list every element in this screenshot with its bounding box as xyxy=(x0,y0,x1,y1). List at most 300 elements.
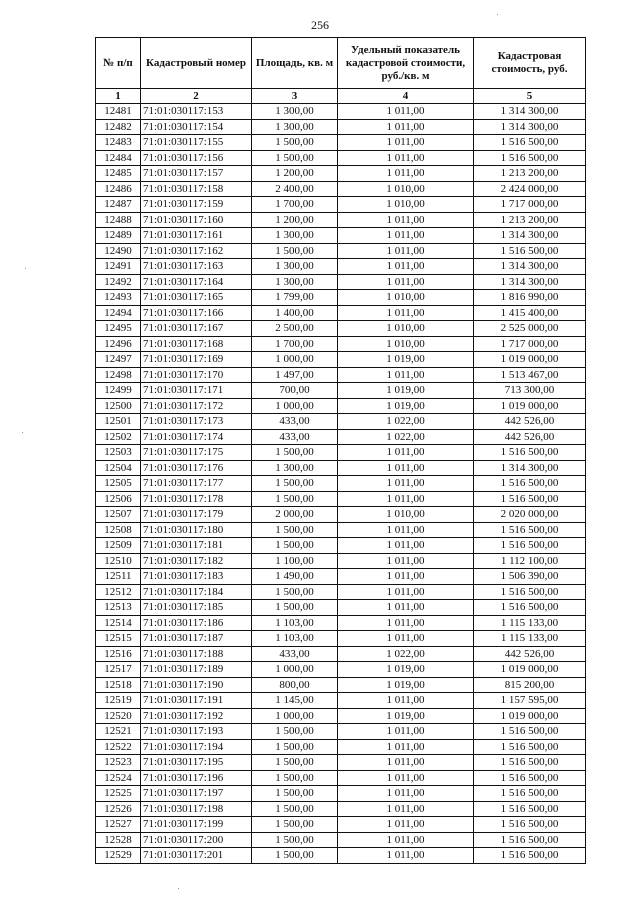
cell-unit-rate: 1 011,00 xyxy=(338,491,474,507)
cell-area: 1 700,00 xyxy=(252,336,338,352)
cell-cadastral-value: 1 513 467,00 xyxy=(474,367,586,383)
table-row xyxy=(96,166,586,182)
scan-speck xyxy=(497,14,498,15)
cell-row-number: 12513 xyxy=(96,600,141,616)
cell-area: 1 100,00 xyxy=(252,553,338,569)
cell-row-number: 12521 xyxy=(96,724,141,740)
table-row xyxy=(96,491,586,507)
cell-cadastral-number: 71:01:030117:172 xyxy=(141,398,252,414)
cell-cadastral-value: 1 019 000,00 xyxy=(474,662,586,678)
cell-area: 1 300,00 xyxy=(252,104,338,120)
table-row xyxy=(96,631,586,647)
cell-cadastral-value: 1 516 500,00 xyxy=(474,739,586,755)
table-row xyxy=(96,817,586,833)
cell-cadastral-number: 71:01:030117:162 xyxy=(141,243,252,259)
cell-area: 1 300,00 xyxy=(252,259,338,275)
cell-area: 1 500,00 xyxy=(252,770,338,786)
table-row xyxy=(96,197,586,213)
scan-speck xyxy=(178,888,179,889)
cell-area: 433,00 xyxy=(252,414,338,430)
cell-unit-rate: 1 011,00 xyxy=(338,770,474,786)
cell-cadastral-number: 71:01:030117:187 xyxy=(141,631,252,647)
table-row xyxy=(96,119,586,135)
cell-cadastral-value: 1 314 300,00 xyxy=(474,104,586,120)
cell-cadastral-number: 71:01:030117:163 xyxy=(141,259,252,275)
cell-row-number: 12520 xyxy=(96,708,141,724)
cell-area: 1 300,00 xyxy=(252,460,338,476)
column-number: 2 xyxy=(141,89,252,104)
cell-area: 1 000,00 xyxy=(252,398,338,414)
cell-row-number: 12487 xyxy=(96,197,141,213)
cell-row-number: 12517 xyxy=(96,662,141,678)
cell-unit-rate: 1 011,00 xyxy=(338,460,474,476)
cell-row-number: 12486 xyxy=(96,181,141,197)
cell-cadastral-number: 71:01:030117:181 xyxy=(141,538,252,554)
cell-cadastral-number: 71:01:030117:164 xyxy=(141,274,252,290)
cell-row-number: 12502 xyxy=(96,429,141,445)
cell-area: 1 300,00 xyxy=(252,274,338,290)
cell-unit-rate: 1 011,00 xyxy=(338,848,474,864)
cell-row-number: 12509 xyxy=(96,538,141,554)
cell-unit-rate: 1 011,00 xyxy=(338,553,474,569)
cell-cadastral-value: 2 424 000,00 xyxy=(474,181,586,197)
cell-area: 1 500,00 xyxy=(252,832,338,848)
cell-cadastral-number: 71:01:030117:184 xyxy=(141,584,252,600)
table-row xyxy=(96,569,586,585)
cell-cadastral-value: 1 516 500,00 xyxy=(474,445,586,461)
table-row xyxy=(96,398,586,414)
table-row xyxy=(96,290,586,306)
cell-area: 1 500,00 xyxy=(252,491,338,507)
cell-area: 1 500,00 xyxy=(252,584,338,600)
cell-unit-rate: 1 010,00 xyxy=(338,197,474,213)
cell-cadastral-value: 1 516 500,00 xyxy=(474,491,586,507)
cell-row-number: 12510 xyxy=(96,553,141,569)
cell-unit-rate: 1 019,00 xyxy=(338,677,474,693)
cell-cadastral-value: 1 115 133,00 xyxy=(474,615,586,631)
cell-row-number: 12525 xyxy=(96,786,141,802)
cell-unit-rate: 1 011,00 xyxy=(338,212,474,228)
page-number: 256 xyxy=(311,18,329,32)
cell-area: 1 103,00 xyxy=(252,631,338,647)
cell-unit-rate: 1 011,00 xyxy=(338,755,474,771)
cell-cadastral-value: 1 516 500,00 xyxy=(474,832,586,848)
cell-cadastral-value: 713 300,00 xyxy=(474,383,586,399)
cell-row-number: 12500 xyxy=(96,398,141,414)
cell-cadastral-value: 1 213 200,00 xyxy=(474,212,586,228)
cell-unit-rate: 1 011,00 xyxy=(338,305,474,321)
table-row xyxy=(96,693,586,709)
table-row xyxy=(96,584,586,600)
cell-area: 1 500,00 xyxy=(252,445,338,461)
cell-area: 1 700,00 xyxy=(252,197,338,213)
cell-unit-rate: 1 011,00 xyxy=(338,166,474,182)
column-number: 1 xyxy=(96,89,141,104)
cell-cadastral-number: 71:01:030117:196 xyxy=(141,770,252,786)
cell-cadastral-value: 1 516 500,00 xyxy=(474,848,586,864)
cell-cadastral-value: 1 717 000,00 xyxy=(474,336,586,352)
cell-row-number: 12526 xyxy=(96,801,141,817)
table-row xyxy=(96,646,586,662)
cell-unit-rate: 1 011,00 xyxy=(338,569,474,585)
cell-cadastral-number: 71:01:030117:165 xyxy=(141,290,252,306)
header-area: Площадь, кв. м xyxy=(252,38,338,89)
cell-cadastral-value: 1 115 133,00 xyxy=(474,631,586,647)
cell-unit-rate: 1 011,00 xyxy=(338,367,474,383)
cell-unit-rate: 1 011,00 xyxy=(338,228,474,244)
table-row xyxy=(96,615,586,631)
cell-area: 433,00 xyxy=(252,646,338,662)
table-row xyxy=(96,336,586,352)
cell-unit-rate: 1 011,00 xyxy=(338,600,474,616)
cell-unit-rate: 1 011,00 xyxy=(338,135,474,151)
cell-row-number: 12484 xyxy=(96,150,141,166)
cell-cadastral-value: 1 314 300,00 xyxy=(474,259,586,275)
cell-area: 1 400,00 xyxy=(252,305,338,321)
cell-unit-rate: 1 011,00 xyxy=(338,259,474,275)
header-unit-rate: Удельный показатель кадастровой стоимости, руб./кв. м xyxy=(338,38,474,89)
cell-cadastral-value: 1 112 100,00 xyxy=(474,553,586,569)
table-row xyxy=(96,755,586,771)
cell-cadastral-value: 442 526,00 xyxy=(474,646,586,662)
cell-area: 1 500,00 xyxy=(252,817,338,833)
table-row xyxy=(96,848,586,864)
cell-row-number: 12483 xyxy=(96,135,141,151)
cell-unit-rate: 1 011,00 xyxy=(338,522,474,538)
table-row xyxy=(96,708,586,724)
cell-unit-rate: 1 011,00 xyxy=(338,104,474,120)
cell-row-number: 12497 xyxy=(96,352,141,368)
cell-unit-rate: 1 019,00 xyxy=(338,398,474,414)
table-row xyxy=(96,786,586,802)
cell-cadastral-number: 71:01:030117:157 xyxy=(141,166,252,182)
cell-cadastral-value: 1 019 000,00 xyxy=(474,352,586,368)
cell-cadastral-value: 1 314 300,00 xyxy=(474,119,586,135)
table-row xyxy=(96,274,586,290)
cell-unit-rate: 1 011,00 xyxy=(338,445,474,461)
table-row xyxy=(96,553,586,569)
cell-cadastral-value: 1 415 400,00 xyxy=(474,305,586,321)
cell-row-number: 12514 xyxy=(96,615,141,631)
cell-cadastral-number: 71:01:030117:160 xyxy=(141,212,252,228)
cell-unit-rate: 1 011,00 xyxy=(338,615,474,631)
table-row xyxy=(96,677,586,693)
cell-area: 1 500,00 xyxy=(252,739,338,755)
cell-row-number: 12482 xyxy=(96,119,141,135)
header-cadastral-value: Кадастровая стоимость, руб. xyxy=(474,38,586,89)
header-cadastral-number: Кадастровый номер xyxy=(141,38,252,89)
cell-row-number: 12507 xyxy=(96,507,141,523)
cell-area: 1 799,00 xyxy=(252,290,338,306)
cell-cadastral-number: 71:01:030117:155 xyxy=(141,135,252,151)
cell-area: 1 500,00 xyxy=(252,538,338,554)
table-row xyxy=(96,507,586,523)
cell-cadastral-number: 71:01:030117:186 xyxy=(141,615,252,631)
scan-speck xyxy=(25,268,26,269)
cell-area: 1 000,00 xyxy=(252,662,338,678)
cell-row-number: 12524 xyxy=(96,770,141,786)
cell-cadastral-number: 71:01:030117:176 xyxy=(141,460,252,476)
cell-unit-rate: 1 011,00 xyxy=(338,274,474,290)
cell-row-number: 12481 xyxy=(96,104,141,120)
cell-unit-rate: 1 019,00 xyxy=(338,352,474,368)
cell-row-number: 12490 xyxy=(96,243,141,259)
table-row xyxy=(96,662,586,678)
cell-area: 2 400,00 xyxy=(252,181,338,197)
cell-cadastral-value: 442 526,00 xyxy=(474,414,586,430)
cell-cadastral-number: 71:01:030117:154 xyxy=(141,119,252,135)
table-row xyxy=(96,414,586,430)
cell-unit-rate: 1 019,00 xyxy=(338,708,474,724)
cell-cadastral-value: 1 314 300,00 xyxy=(474,228,586,244)
cell-cadastral-value: 1 717 000,00 xyxy=(474,197,586,213)
cell-row-number: 12515 xyxy=(96,631,141,647)
cell-cadastral-number: 71:01:030117:178 xyxy=(141,491,252,507)
cell-cadastral-number: 71:01:030117:183 xyxy=(141,569,252,585)
cell-unit-rate: 1 010,00 xyxy=(338,336,474,352)
cell-cadastral-value: 1 516 500,00 xyxy=(474,538,586,554)
cell-cadastral-value: 815 200,00 xyxy=(474,677,586,693)
cell-cadastral-number: 71:01:030117:191 xyxy=(141,693,252,709)
cell-unit-rate: 1 022,00 xyxy=(338,646,474,662)
cell-unit-rate: 1 019,00 xyxy=(338,662,474,678)
column-number: 5 xyxy=(474,89,586,104)
cell-area: 1 500,00 xyxy=(252,135,338,151)
cell-unit-rate: 1 011,00 xyxy=(338,801,474,817)
cell-unit-rate: 1 011,00 xyxy=(338,476,474,492)
cell-area: 700,00 xyxy=(252,383,338,399)
cell-area: 1 200,00 xyxy=(252,212,338,228)
cell-area: 1 103,00 xyxy=(252,615,338,631)
cell-area: 1 500,00 xyxy=(252,755,338,771)
cell-area: 1 500,00 xyxy=(252,150,338,166)
cell-cadastral-number: 71:01:030117:161 xyxy=(141,228,252,244)
cell-cadastral-number: 71:01:030117:201 xyxy=(141,848,252,864)
cell-cadastral-value: 1 516 500,00 xyxy=(474,801,586,817)
cell-unit-rate: 1 019,00 xyxy=(338,383,474,399)
cell-cadastral-value: 1 506 390,00 xyxy=(474,569,586,585)
table-row xyxy=(96,445,586,461)
table-row xyxy=(96,259,586,275)
cell-cadastral-number: 71:01:030117:189 xyxy=(141,662,252,678)
cell-cadastral-number: 71:01:030117:174 xyxy=(141,429,252,445)
cell-area: 1 500,00 xyxy=(252,786,338,802)
cell-row-number: 12518 xyxy=(96,677,141,693)
cell-unit-rate: 1 011,00 xyxy=(338,538,474,554)
table-row xyxy=(96,321,586,337)
table-row xyxy=(96,305,586,321)
cell-area: 800,00 xyxy=(252,677,338,693)
cell-unit-rate: 1 010,00 xyxy=(338,321,474,337)
cell-cadastral-number: 71:01:030117:177 xyxy=(141,476,252,492)
table-row xyxy=(96,181,586,197)
cell-unit-rate: 1 011,00 xyxy=(338,739,474,755)
table-row xyxy=(96,212,586,228)
cell-row-number: 12511 xyxy=(96,569,141,585)
cell-area: 433,00 xyxy=(252,429,338,445)
cell-unit-rate: 1 011,00 xyxy=(338,150,474,166)
cell-row-number: 12495 xyxy=(96,321,141,337)
cell-cadastral-number: 71:01:030117:192 xyxy=(141,708,252,724)
cell-row-number: 12516 xyxy=(96,646,141,662)
cell-cadastral-number: 71:01:030117:180 xyxy=(141,522,252,538)
column-number: 3 xyxy=(252,89,338,104)
cell-cadastral-number: 71:01:030117:168 xyxy=(141,336,252,352)
table-row xyxy=(96,460,586,476)
table-row xyxy=(96,352,586,368)
cell-row-number: 12498 xyxy=(96,367,141,383)
cell-cadastral-value: 1 516 500,00 xyxy=(474,522,586,538)
cell-cadastral-number: 71:01:030117:159 xyxy=(141,197,252,213)
table-row xyxy=(96,104,586,120)
table-row xyxy=(96,476,586,492)
cell-unit-rate: 1 010,00 xyxy=(338,507,474,523)
cell-area: 1 500,00 xyxy=(252,848,338,864)
cell-cadastral-number: 71:01:030117:185 xyxy=(141,600,252,616)
cell-cadastral-number: 71:01:030117:182 xyxy=(141,553,252,569)
cell-area: 2 500,00 xyxy=(252,321,338,337)
cell-unit-rate: 1 011,00 xyxy=(338,243,474,259)
cell-cadastral-number: 71:01:030117:199 xyxy=(141,817,252,833)
cell-area: 1 200,00 xyxy=(252,166,338,182)
cell-area: 1 500,00 xyxy=(252,522,338,538)
table-row xyxy=(96,522,586,538)
cell-cadastral-value: 2 525 000,00 xyxy=(474,321,586,337)
cell-row-number: 12529 xyxy=(96,848,141,864)
table-row xyxy=(96,228,586,244)
cell-cadastral-value: 1 516 500,00 xyxy=(474,476,586,492)
cell-cadastral-number: 71:01:030117:169 xyxy=(141,352,252,368)
cell-unit-rate: 1 011,00 xyxy=(338,631,474,647)
table-body xyxy=(96,104,586,864)
table-header-row xyxy=(96,38,586,89)
table-row xyxy=(96,801,586,817)
cell-cadastral-number: 71:01:030117:171 xyxy=(141,383,252,399)
cell-area: 1 145,00 xyxy=(252,693,338,709)
cell-unit-rate: 1 010,00 xyxy=(338,181,474,197)
column-number-row xyxy=(96,89,586,104)
cell-row-number: 12522 xyxy=(96,739,141,755)
cell-row-number: 12485 xyxy=(96,166,141,182)
cell-row-number: 12491 xyxy=(96,259,141,275)
cell-row-number: 12512 xyxy=(96,584,141,600)
cell-cadastral-value: 1 157 595,00 xyxy=(474,693,586,709)
cell-cadastral-number: 71:01:030117:175 xyxy=(141,445,252,461)
cell-unit-rate: 1 011,00 xyxy=(338,724,474,740)
cell-area: 1 490,00 xyxy=(252,569,338,585)
cell-row-number: 12527 xyxy=(96,817,141,833)
cell-row-number: 12501 xyxy=(96,414,141,430)
cell-unit-rate: 1 011,00 xyxy=(338,693,474,709)
cell-unit-rate: 1 022,00 xyxy=(338,429,474,445)
cell-cadastral-value: 1 314 300,00 xyxy=(474,274,586,290)
cell-row-number: 12505 xyxy=(96,476,141,492)
cell-cadastral-number: 71:01:030117:179 xyxy=(141,507,252,523)
cell-cadastral-value: 1 516 500,00 xyxy=(474,755,586,771)
cell-row-number: 12489 xyxy=(96,228,141,244)
cell-cadastral-value: 1 516 500,00 xyxy=(474,724,586,740)
cell-cadastral-value: 1 516 500,00 xyxy=(474,817,586,833)
table-row xyxy=(96,150,586,166)
cell-cadastral-value: 1 516 500,00 xyxy=(474,135,586,151)
cell-cadastral-value: 1 816 990,00 xyxy=(474,290,586,306)
cell-cadastral-value: 1 516 500,00 xyxy=(474,243,586,259)
cell-area: 1 000,00 xyxy=(252,708,338,724)
table-row xyxy=(96,832,586,848)
cell-area: 2 000,00 xyxy=(252,507,338,523)
cell-cadastral-number: 71:01:030117:158 xyxy=(141,181,252,197)
cell-cadastral-value: 1 019 000,00 xyxy=(474,398,586,414)
cell-unit-rate: 1 022,00 xyxy=(338,414,474,430)
header-row-number: № п/п xyxy=(96,38,141,89)
cell-cadastral-value: 2 020 000,00 xyxy=(474,507,586,523)
table-row xyxy=(96,429,586,445)
cell-cadastral-value: 1 516 500,00 xyxy=(474,770,586,786)
cell-cadastral-number: 71:01:030117:195 xyxy=(141,755,252,771)
cell-cadastral-value: 1 213 200,00 xyxy=(474,166,586,182)
cell-row-number: 12503 xyxy=(96,445,141,461)
cell-cadastral-number: 71:01:030117:193 xyxy=(141,724,252,740)
table-row xyxy=(96,367,586,383)
cell-cadastral-number: 71:01:030117:173 xyxy=(141,414,252,430)
column-number: 4 xyxy=(338,89,474,104)
cell-row-number: 12504 xyxy=(96,460,141,476)
cell-area: 1 500,00 xyxy=(252,476,338,492)
table-row xyxy=(96,243,586,259)
cell-cadastral-value: 442 526,00 xyxy=(474,429,586,445)
cell-area: 1 497,00 xyxy=(252,367,338,383)
cell-unit-rate: 1 010,00 xyxy=(338,290,474,306)
cell-cadastral-number: 71:01:030117:194 xyxy=(141,739,252,755)
table-row xyxy=(96,600,586,616)
cell-cadastral-number: 71:01:030117:197 xyxy=(141,786,252,802)
cell-row-number: 12519 xyxy=(96,693,141,709)
cadastral-value-table xyxy=(95,37,586,864)
cell-row-number: 12499 xyxy=(96,383,141,399)
cell-unit-rate: 1 011,00 xyxy=(338,817,474,833)
cell-area: 1 300,00 xyxy=(252,119,338,135)
cell-row-number: 12528 xyxy=(96,832,141,848)
cell-unit-rate: 1 011,00 xyxy=(338,119,474,135)
scan-speck xyxy=(22,432,23,433)
cell-row-number: 12494 xyxy=(96,305,141,321)
cell-row-number: 12506 xyxy=(96,491,141,507)
cell-unit-rate: 1 011,00 xyxy=(338,832,474,848)
cell-unit-rate: 1 011,00 xyxy=(338,786,474,802)
table-row xyxy=(96,739,586,755)
cell-row-number: 12492 xyxy=(96,274,141,290)
cell-cadastral-number: 71:01:030117:190 xyxy=(141,677,252,693)
table-row xyxy=(96,135,586,151)
cell-row-number: 12496 xyxy=(96,336,141,352)
cell-row-number: 12508 xyxy=(96,522,141,538)
cell-cadastral-number: 71:01:030117:166 xyxy=(141,305,252,321)
cell-area: 1 500,00 xyxy=(252,801,338,817)
cell-cadastral-value: 1 019 000,00 xyxy=(474,708,586,724)
cell-cadastral-number: 71:01:030117:153 xyxy=(141,104,252,120)
cell-row-number: 12493 xyxy=(96,290,141,306)
cell-area: 1 000,00 xyxy=(252,352,338,368)
cell-cadastral-number: 71:01:030117:156 xyxy=(141,150,252,166)
cell-cadastral-number: 71:01:030117:188 xyxy=(141,646,252,662)
cell-area: 1 500,00 xyxy=(252,724,338,740)
cell-cadastral-number: 71:01:030117:170 xyxy=(141,367,252,383)
cell-area: 1 500,00 xyxy=(252,243,338,259)
cell-area: 1 300,00 xyxy=(252,228,338,244)
cell-cadastral-number: 71:01:030117:198 xyxy=(141,801,252,817)
cell-row-number: 12523 xyxy=(96,755,141,771)
cell-cadastral-number: 71:01:030117:167 xyxy=(141,321,252,337)
